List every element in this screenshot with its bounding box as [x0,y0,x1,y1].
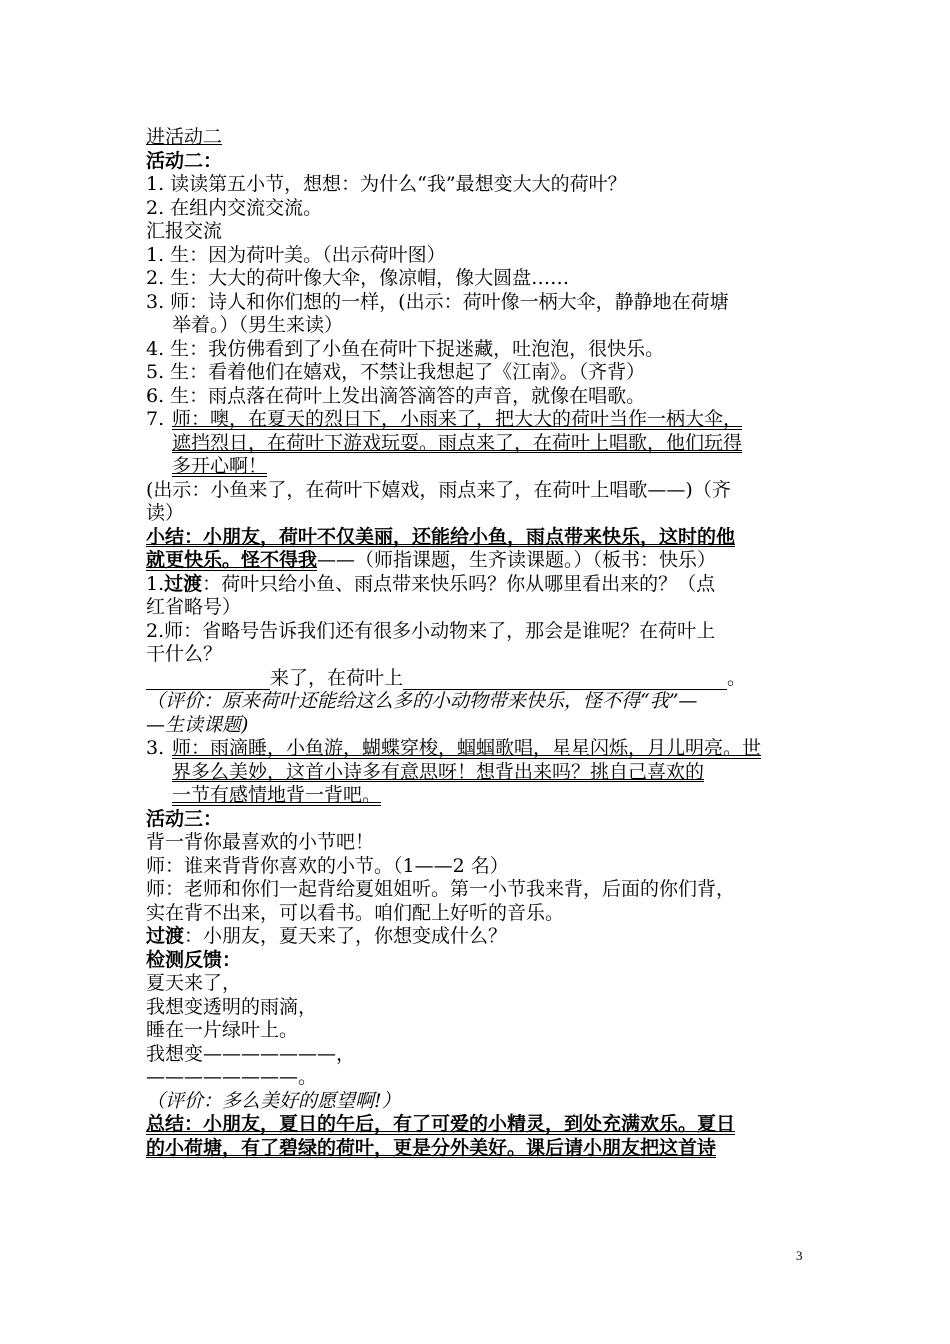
paragraph [146,761,810,785]
paragraph: 师：老师和你们一起背给夏姐姐听。第一小节我来背，后面的你们背， [146,878,736,900]
paragraph: 2. 生：大大的荷叶像大伞，像凉帽，像大圆盘…… [146,267,570,289]
paragraph: 举着。）（男生来读） [172,314,344,336]
paragraph: 汇报交流 [146,220,223,242]
paragraph-text: 来了，在荷叶上 [270,666,404,689]
poem-line: 夏天来了， [146,972,242,994]
poem-line: ————————。 [146,1066,318,1088]
summary-paragraph [146,526,810,550]
summary-paragraph [146,1113,810,1137]
summary-paragraph [146,1137,810,1161]
summary-paragraph [146,549,810,573]
paragraph: 2.师：省略号告诉我们还有很多小动物来了，那会是谁呢？在荷叶上 [146,619,716,642]
paragraph-text: ：小朋友，夏天来了，你想变成什么？ [184,925,508,947]
section-heading: 检测反馈： [146,948,242,971]
paragraph [146,573,810,597]
blank-underline [146,671,270,690]
underlined-text: 一节有感情地背一背吧。 [172,784,382,806]
paragraph [146,432,810,456]
poem-line: 我想变透明的雨滴， [146,995,318,1018]
underlined-text: 师：噢，在夏天的烈日下，小雨来了，把大大的荷叶当作一柄大伞， [172,408,743,430]
paragraph: 1. 读读第五小节，想想：为什么“我”最想变大大的荷叶？ [146,173,627,195]
paragraph: 干什么？ [146,643,223,665]
paragraph [146,925,810,949]
evaluation-note: （评价：原来荷叶还能给这么多的小动物带来快乐，怪不得“我”— [146,690,698,712]
section-heading: 活动三： [146,807,223,830]
summary-text: 就更快乐。怪不得我 [146,549,318,571]
paragraph: 2. 在组内交流交流。 [146,196,323,219]
paragraph: 3. 师：诗人和你们想的一样，(出示：荷叶像一柄大伞，静静地在荷塘 [146,290,729,313]
list-number: 7. [146,408,165,430]
paragraph: 5. 生：看着他们在嬉戏，不禁让我想起了《江南》。（齐背） [146,361,646,383]
paragraph: 6. 生：雨点落在荷叶上发出滴答滴答的声音，就像在唱歌。 [146,384,646,407]
underlined-text: 师：雨滴睡，小鱼游，蝴蝶穿梭，蝈蝈歌唱，星星闪烁，月儿明亮。世 [172,737,762,759]
paragraph-text: 。 [727,666,747,689]
underlined-text: 多开心啊！ [172,455,268,477]
blank-underline [403,671,727,690]
evaluation-note: —生读课题) [146,713,249,736]
paragraph: 背一背你最喜欢的小节吧！ [146,831,375,853]
summary-text: 小结：小朋友，荷叶不仅美丽，还能给小鱼，雨点带来快乐，这时的他 [146,525,736,548]
underlined-text: 界多么美妙，这首小诗多有意思呀！想背出来吗？挑自己喜欢的 [172,760,705,783]
underlined-text: 遮挡烈日，在荷叶下游戏玩耍。雨点来了，在荷叶上唱歌，他们玩得 [172,431,743,454]
paragraph: 实在背不出来，可以看书。咱们配上好听的音乐。 [146,901,565,924]
paragraph: 4. 生：我仿佛看到了小鱼在荷叶下捉迷藏，吐泡泡，很快乐。 [146,337,665,360]
list-number: 1. [146,572,165,595]
paragraph-text: ：荷叶只给小鱼、雨点带来快乐吗？你从哪里看出来的？（点 [202,572,716,595]
transition-label: 过渡 [164,572,203,595]
poem-line: 睡在一片绿叶上。 [146,1019,299,1041]
paragraph: 师：谁来背背你喜欢的小节。（1——2 名） [146,854,509,877]
paragraph-text: ——（师指课题，生齐读课题。）（板书：快乐） [317,549,717,571]
paragraph: (出示：小鱼来了，在荷叶下嬉戏，雨点来了，在荷叶上唱歌——)（齐 [146,478,731,501]
paragraph: 1. 生：因为荷叶美。（出示荷叶图） [146,243,446,266]
document-body [146,126,810,1160]
section-heading: 活动二： [146,149,223,172]
summary-text: 总结：小朋友，夏日的午后，有了可爱的小精灵，到处充满欢乐。夏日 [146,1113,736,1135]
summary-text: 的小荷塘，有了碧绿的荷叶，更是分外美好。课后请小朋友把这首诗 [146,1136,717,1159]
paragraph [146,737,810,761]
poem-line: 我想变———————， [146,1042,356,1065]
list-number: 3. [146,737,165,759]
fill-in-blank-line [146,667,810,691]
transition-label: 过渡 [146,925,185,947]
paragraph: 进活动二 [146,126,223,148]
paragraph: 红省略号） [146,596,242,618]
paragraph [146,455,810,479]
page-number: 3 [796,1248,803,1263]
paragraph [146,784,810,808]
paragraph [146,408,810,432]
paragraph: 读） [146,502,185,524]
evaluation-note: （评价：多么美好的愿望啊!） [146,1089,401,1112]
